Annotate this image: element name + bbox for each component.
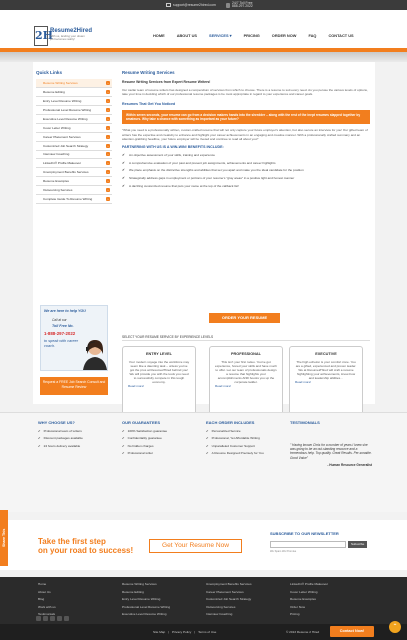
sidebar-item-label: Outsourcing Services [43,188,73,193]
bottom-links-col4 [290,582,328,620]
check-icon: ✔ [122,429,125,433]
chevron-right-icon: › [107,152,109,157]
benefit-text: We place emphasis on the distinctive strengths and abilities that set you apart and make you the ideal candidate for the position [129,168,304,173]
sidebar-item[interactable] [36,88,112,97]
check-icon: ✔ [38,429,41,433]
nav-pricing[interactable]: PRICING [243,33,260,38]
contact-now-button[interactable]: Contact Now! [330,626,374,637]
chevron-right-icon: › [107,161,109,166]
sidebar-item[interactable] [36,79,112,88]
sidebar-item[interactable] [36,124,112,133]
feature-item [122,436,202,440]
card-desc: The high echelon is your comfort zone. You are a gifted, experienced and proven leader. We at Resume2Hired will craft a resume highlighting your achievements, know-how and leadership abilities… [295,360,357,380]
phone-label: 24/7 Toll Free [232,0,253,5]
sidebar-item-label: Unemployment Benefits Services [43,170,89,175]
sidebar-item-label: Executive Level Resume Writing [43,116,88,121]
footer-link[interactable]: Blog [38,597,45,602]
chevron-right-icon: › [107,98,109,103]
sidebar-item[interactable] [36,151,112,160]
order-resume-button[interactable]: ORDER YOUR RESUME [209,313,280,323]
benefit-item [122,153,370,157]
legal-link[interactable]: Privacy Policy [172,630,192,634]
call-number[interactable]: 1-888-297-2022 [44,331,76,336]
chevron-down-icon: ▾ [229,33,232,38]
phone-icon [226,3,230,8]
page-title: Resume Writing Services [122,70,175,75]
sidebar-item-label: Complete Guide To Resume Writing [43,197,93,202]
check-icon: ✔ [122,183,125,188]
header-band [0,52,407,62]
logo-tagline: With us, landing your dream job becomes reality! [50,34,85,42]
sidebar-item-label: Career Placement Services [43,134,81,139]
footer-link[interactable]: Interview Coaching [206,612,233,617]
guarantees-title: OUR GUARANTEES [122,420,161,425]
chevron-right-icon: › [107,80,109,85]
footer-guarantees [122,420,202,459]
call-tollfree: Toll Free No. [52,324,74,328]
footer-link[interactable]: Testimonials [38,612,56,617]
chevron-right-icon: › [107,134,109,139]
feature-item [38,444,118,448]
card-desc: This isn't your first rodeo. You've got experience, honed your skills and have much to offer. Let our team of professionals design a resume that highlights your accomplishments AND boosts you up the corporate ladder. [215,360,277,384]
sidebar-item[interactable] [36,195,112,204]
benefits-list [122,153,370,188]
feature-item [38,436,118,440]
logo-mark: 2H [34,26,48,46]
guarantees-list [122,429,202,455]
check-icon: ✔ [206,429,209,433]
sidebar-item-label: LinkedIn® Profile Makeover [43,161,82,166]
chevron-right-icon: › [107,89,109,94]
card-read-more[interactable]: Read more! [295,380,312,384]
benefit-item [122,176,370,180]
levels-divider [122,340,370,341]
nav-order[interactable]: ORDER NOW [271,33,297,38]
chevron-right-icon: › [107,107,109,112]
testimonial-text: " Having known Chris for a number of years I knew she was going to be an out-standing resource and a tremendous help. Top quality. Great Results. Per-sonable. Good Value" [290,443,372,460]
sidebar-item[interactable] [36,177,112,186]
benefit-text: Strategically address gaps in employment or portions of your resume's "gray areas" in a positive light and honest manner [129,175,295,180]
sidebar-item-label: Resume Writing Services [43,80,78,85]
levels-title: SELECT YOUR RESUME SERVICE BY EXPERIENCE LEVELS [122,335,214,339]
nav-about[interactable]: ABOUT US [176,33,198,38]
newsletter-email-input[interactable] [270,541,346,548]
copyright-text: © 2013 Resume 2 Hired [286,630,320,634]
check-icon: ✔ [122,451,125,456]
benefit-text: A dazzling customized resume that puts your name at the top of the callback list! [129,183,239,188]
benefit-text: An objective assessment of your skills, training and experience [129,152,215,157]
feature-text: 100% Satisfaction guarantee [127,429,168,433]
feature-item [122,451,202,455]
benefit-item [122,168,370,172]
support-agent-image [81,338,107,370]
page-subtitle: Resume Writing Services from Expert Resume Writers! [122,80,211,84]
highlight-box: Within seven seconds, your resume can go from a decision makers hands into the shredder – along with the rest of the inept resumes slapped together by amateurs. Why take a chance with something as important as your future? [122,110,370,125]
check-icon: ✔ [122,443,125,448]
footer-order [206,420,284,459]
quote-paragraph: "What you need is a professionally written, custom-crafted resume that will not only capture your future employer's attention, but also secure an interview for you! Our gifted team of writers has the expertise and creativity to enhance and highlight your career achievements in an engaging and creative manner. With a professionally crafted summary and an attention-grabbing headline, your future employer will be riveted and continue to read all about you!" [122,128,368,141]
main-content [122,70,370,188]
site-logo[interactable] [34,26,93,48]
check-icon: ✔ [122,152,125,157]
bottom-links-col2 [122,582,170,620]
top-email[interactable] [166,3,216,7]
subscribe-button[interactable]: Subscribe [348,541,367,548]
footer-link[interactable]: Work with us [38,604,56,609]
card-desc: Your modern voyage into the workforce may seem like a daunting task – unless you've got the pros at Resume2Hired behind you! We will provide you with the tools you need to successfully compete in this tough economy. [128,360,190,384]
footer-link[interactable]: Pricing [290,612,300,617]
footer-link[interactable]: Resume Editing [122,589,144,594]
sidebar-item-label: Resume Examples [43,179,69,184]
newsletter-form [270,541,367,548]
footer-link[interactable]: Resume Writing Services [122,582,157,586]
intro-paragraph: Our stellar team of resume writers has designed a compendium of services from which to choose. There is a resume to suit every need. As you peruse the various levels of options, take your time in deciding which of our professional resume packages is be most appropriate in regard to your experience and career goals. [122,88,368,97]
footer-why [38,420,118,451]
top-bar [0,0,407,10]
chevron-right-icon: › [107,179,109,184]
footer-link[interactable]: Resume Examples [290,597,316,602]
feature-item [38,429,118,433]
why-title: WHY CHOOSE US? [38,420,75,425]
call-box [40,305,108,371]
feature-item [206,436,284,440]
order-title: EACH ORDER INCLUDES [206,420,255,425]
footer-link[interactable]: Career Placement Services [206,589,244,594]
notice-title: Resumes That Get You Noticed [122,101,176,106]
sidebar-item-label: Customized Job Search Strategy [43,143,89,148]
top-phone [232,2,253,9]
facebook-icon[interactable] [36,616,41,621]
sidebar-item[interactable] [36,97,112,106]
order-list [206,429,284,455]
footer-link[interactable]: Unemployment Benefits Services [206,582,252,586]
card-title: EXECUTIVE [315,352,337,356]
footer-link[interactable]: Outsourcing Services [206,604,236,609]
call-text: Call at our [52,318,67,322]
pinterest-icon[interactable] [64,616,69,621]
sidebar-title: Quick Links [36,70,63,75]
sidebar-item[interactable] [36,142,112,151]
feature-text: Professional, Yet Affordable Writing [211,436,260,441]
feature-item [122,429,202,433]
feature-text: Discount packages available [43,436,83,441]
twitter-icon[interactable] [43,616,48,621]
get-resume-button[interactable]: Get Your Resume Now [149,539,242,553]
card-read-more[interactable]: Read more! [128,384,145,388]
card-read-more[interactable]: Read more! [215,384,232,388]
why-list [38,429,118,448]
footer-link[interactable]: Cover Letter Writing [290,589,318,594]
feature-text: Professional writer [127,451,154,456]
footer-link[interactable]: About Us [38,589,51,594]
youtube-icon[interactable] [57,616,62,621]
bottom-links-col1 [38,582,56,620]
main-nav [147,33,360,38]
envelope-icon [166,3,171,6]
feature-item [122,444,202,448]
footer-link[interactable]: Order Now [290,604,305,609]
legal-links [153,630,216,634]
feature-item [206,451,284,455]
chevron-right-icon: › [107,143,109,148]
footer-testimonials [290,420,372,467]
sidebar-item-label: Professional Level Resume Writing [43,107,92,112]
benefits-title: PARTNERING WITH US IS A WIN-WIN! BENEFITS INCLUDE: [122,145,224,150]
sidebar-item[interactable] [36,186,112,195]
footer-link[interactable]: LinkedIn® Profile Makeover [290,582,329,586]
logo-name: Resume2Hired [50,28,93,34]
sidebar-list [36,79,112,204]
benefit-text: A comprehensive evaluation of your past and present job assignments, achievements and career highlights [129,160,276,165]
feature-text: Confidentiality guarantee [127,436,162,441]
sidebar-item-label: Resume Editing [43,89,65,94]
cta-line1: Take the first step [38,537,106,546]
chevron-right-icon: › [107,170,109,175]
sidebar-item[interactable] [36,106,112,115]
social-icons [36,616,69,621]
testimonials-title: TESTIMONIALS [290,420,320,425]
phone-number: 888.297.2022 [232,4,253,9]
separator: | [168,630,170,634]
nav-services[interactable] [203,33,238,38]
scroll-top-icon[interactable]: ⌃ [389,621,401,633]
chevron-right-icon: › [107,125,109,130]
sidebar-item[interactable] [36,159,112,168]
sidebar-item[interactable] [36,115,112,124]
testimonial-author: - Human Resource Generalist [327,462,372,467]
check-icon: ✔ [122,160,125,165]
call-heading: We are here to help YOU [44,309,86,313]
sidebar-item[interactable] [36,133,112,142]
check-icon: ✔ [206,443,209,448]
top-email-text: support@resume2hired.com [173,3,216,7]
call-subtext: to speak with career coach. [44,339,78,348]
chevron-right-icon: › [107,188,109,193]
nav-faq[interactable]: FAQ [308,33,317,38]
legal-link[interactable]: Terms of Use [198,630,217,634]
benefit-item [122,161,370,165]
chevron-right-icon: › [107,116,109,121]
sidebar-item-label: Cover Letter Writing [43,125,71,130]
newsletter-note: We Spam We Promise [270,550,297,553]
card-title: ENTRY LEVEL [146,352,172,356]
check-icon: ✔ [38,443,41,448]
check-icon: ✔ [206,451,209,456]
nav-home[interactable]: HOME [153,33,165,38]
feature-text: Personalized Service [211,429,241,433]
check-icon: ✔ [122,175,125,180]
footer-link[interactable]: Home [38,582,47,586]
sidebar-item-label: Entry Level Resume Writing [43,98,82,103]
check-icon: ✔ [122,436,125,441]
feature-item [206,429,284,433]
check-icon: ✔ [206,436,209,441]
newsletter [270,531,367,553]
check-icon: ✔ [122,168,125,173]
benefit-item [122,184,370,188]
bottom-links-col3 [206,582,252,620]
feature-text: Professional team of writers [43,429,82,433]
check-icon: ✔ [38,436,41,441]
card-title: PROFESSIONAL [231,352,261,356]
footer-link[interactable]: Entry Level Resume Writing [122,597,161,602]
footer-link[interactable]: Executive Level Resume Writing [122,612,167,617]
sidebar-item-label: Interview Coaching [43,152,70,157]
feature-text: No hidden charges [127,443,154,448]
footer-link[interactable]: Professional Level Resume Writing [122,604,171,609]
cta-line2: on your road to success! [38,546,134,555]
feature-text: Unparalleled Customer Support [211,443,255,448]
legal-link[interactable]: Site Map [153,630,166,634]
newsletter-title: SUBSCRIBE TO OUR NEWSLETTER [270,531,339,536]
chevron-right-icon: › [107,197,109,202]
site-header [0,10,407,48]
feature-text: 24 hours delivery available [43,443,81,448]
free-consult-button[interactable]: Request a FREE Job Search Consult and Resume Review [40,377,108,395]
sidebar-item[interactable] [36,168,112,177]
cta-text [38,537,133,555]
separator: | [194,630,196,634]
nav-contact[interactable]: CONTACT US [328,33,354,38]
footer-link[interactable]: Customized Job Search Strategy [206,597,252,602]
share-tab[interactable]: Share This [0,510,8,566]
feature-item [206,444,284,448]
feature-text: A Resume Designed Precisely for You [211,451,264,456]
nav-services-label: SERVICES [209,33,229,38]
linkedin-icon[interactable] [50,616,55,621]
sidebar [36,70,112,204]
